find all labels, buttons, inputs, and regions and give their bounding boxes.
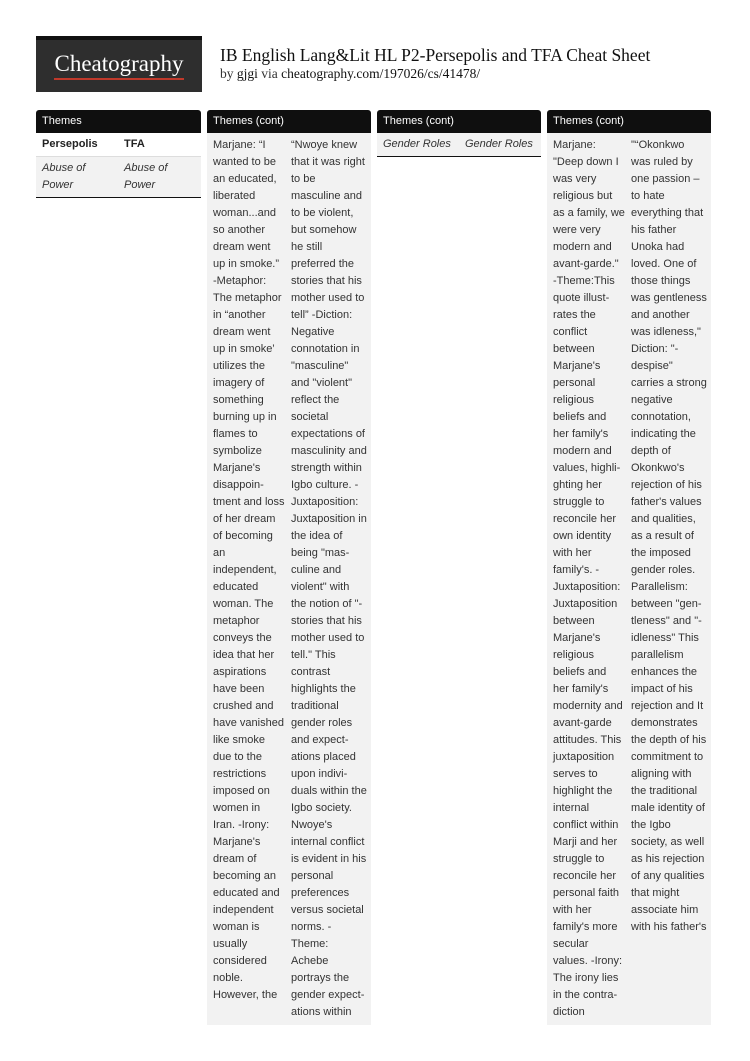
text-body: [547, 133, 711, 1025]
header-cell-persepolis: Persepolis: [42, 138, 98, 150]
tfa-quote-cell: "“Okonkwo was ruled by one passion – to hate everything that his father Unoka had loved. One of those things was gentleness and another was idleness," Diction: "despise" carries a strong negative connotation, indicating the depth of Okonkwo's rejection of his father's values and qualities, as a result of the imposed gender roles. Parallelism: between "gentleness" and "idleness" This parallelism enhances the impact of his rejection and It demonstrates the depth of his commitment to aligning with the traditional male identity of the Igbo society, as well as his rejection of any qualities that might associate him with his father's: [631, 139, 707, 933]
table-row: [36, 157, 201, 197]
cheatography-logo[interactable]: [36, 36, 202, 92]
table-row: [207, 133, 371, 1021]
table-header-row: [36, 133, 201, 157]
themes-column-1: [36, 110, 201, 198]
cell-tfa: Abuse of Power: [124, 162, 168, 191]
logo-text: Cheatography: [54, 52, 183, 79]
section-heading: Themes: [36, 110, 201, 133]
themes-column-2: [207, 110, 371, 1025]
persepolis-quote-cell: Marjane: “I wanted to be an educated, liberated woman...and so another dream went up in smoke.” -Metaphor: The metaphor in “another dream went up in smoke’ utilizes the imagery of something burning up in flames to symbolize Marjane's disappointment and loss of her dream of becoming an independent, educated woman. The metaphor conveys the idea that her aspirations have been crushed and have vanished like smoke due to the restrictions imposed on women in Iran. -Irony: Marjane's dream of becoming an educated and independent woman is usually considered noble. However, the: [213, 139, 285, 1001]
sheet-url-link[interactable]: cheatography.com/197026/cs/41478/: [281, 66, 481, 81]
section-bottom-rule: [377, 156, 541, 157]
byline-via: via: [261, 66, 278, 81]
page-title: IB English Lang&Lit HL P2-Persepolis and TFA Cheat Sheet: [220, 45, 651, 65]
header-cell-tfa: TFA: [124, 138, 145, 150]
cell-tfa: Gender Roles: [465, 138, 533, 150]
byline: [220, 66, 480, 82]
section-heading: Themes (cont): [377, 110, 541, 133]
table-row: [547, 133, 711, 1021]
section-heading: Themes (cont): [547, 110, 711, 133]
persepolis-quote-cell: Marjane: "Deep down I was very religious but as a family, we were very modern and avant-garde." -Theme:This quote illustrates the conflict between Marjane's personal religious beliefs and her family's modern and values, highlighting her struggle to reconcile her own identity with her family's. -Juxtaposition: Juxtaposition between Marjane's religious beliefs and her family's modernity and avant-garde attitudes. This juxtaposition serves to highlight the internal conflict within Marji and her struggle to reconcile her personal faith with her family's more secular values. -Irony: The irony lies in the contradiction: [553, 139, 625, 1018]
cell-persepolis: Abuse of Power: [42, 162, 86, 191]
themes-column-3: [377, 110, 541, 157]
author-link[interactable]: gjgi: [236, 66, 258, 81]
section-bottom-rule: [36, 197, 201, 198]
table-row: [377, 133, 541, 156]
themes-column-4: [547, 110, 711, 1025]
text-body: [207, 133, 371, 1025]
cell-persepolis: Gender Roles: [383, 138, 451, 150]
section-heading: Themes (cont): [207, 110, 371, 133]
tfa-quote-cell: “Nwoye knew that it was right to be masculine and to be violent, but somehow he still preferred the stories that his mother used to tell” -Diction: Negative connotation in "masculine" and "violent" reflect the societal expectations of masculinity and strength within Igbo culture. -Juxtaposition: Juxtaposition in the idea of being "masculine and violent" with the notion of "stories that his mother used to tell." This contrast highlights the traditional gender roles and expectations placed upon individuals within the Igbo society. Nwoye's internal conflict is evident in his personal preferences versus societal norms. -Theme: Achebe portrays the gender expectations within: [291, 139, 367, 1018]
byline-prefix: by: [220, 66, 234, 81]
